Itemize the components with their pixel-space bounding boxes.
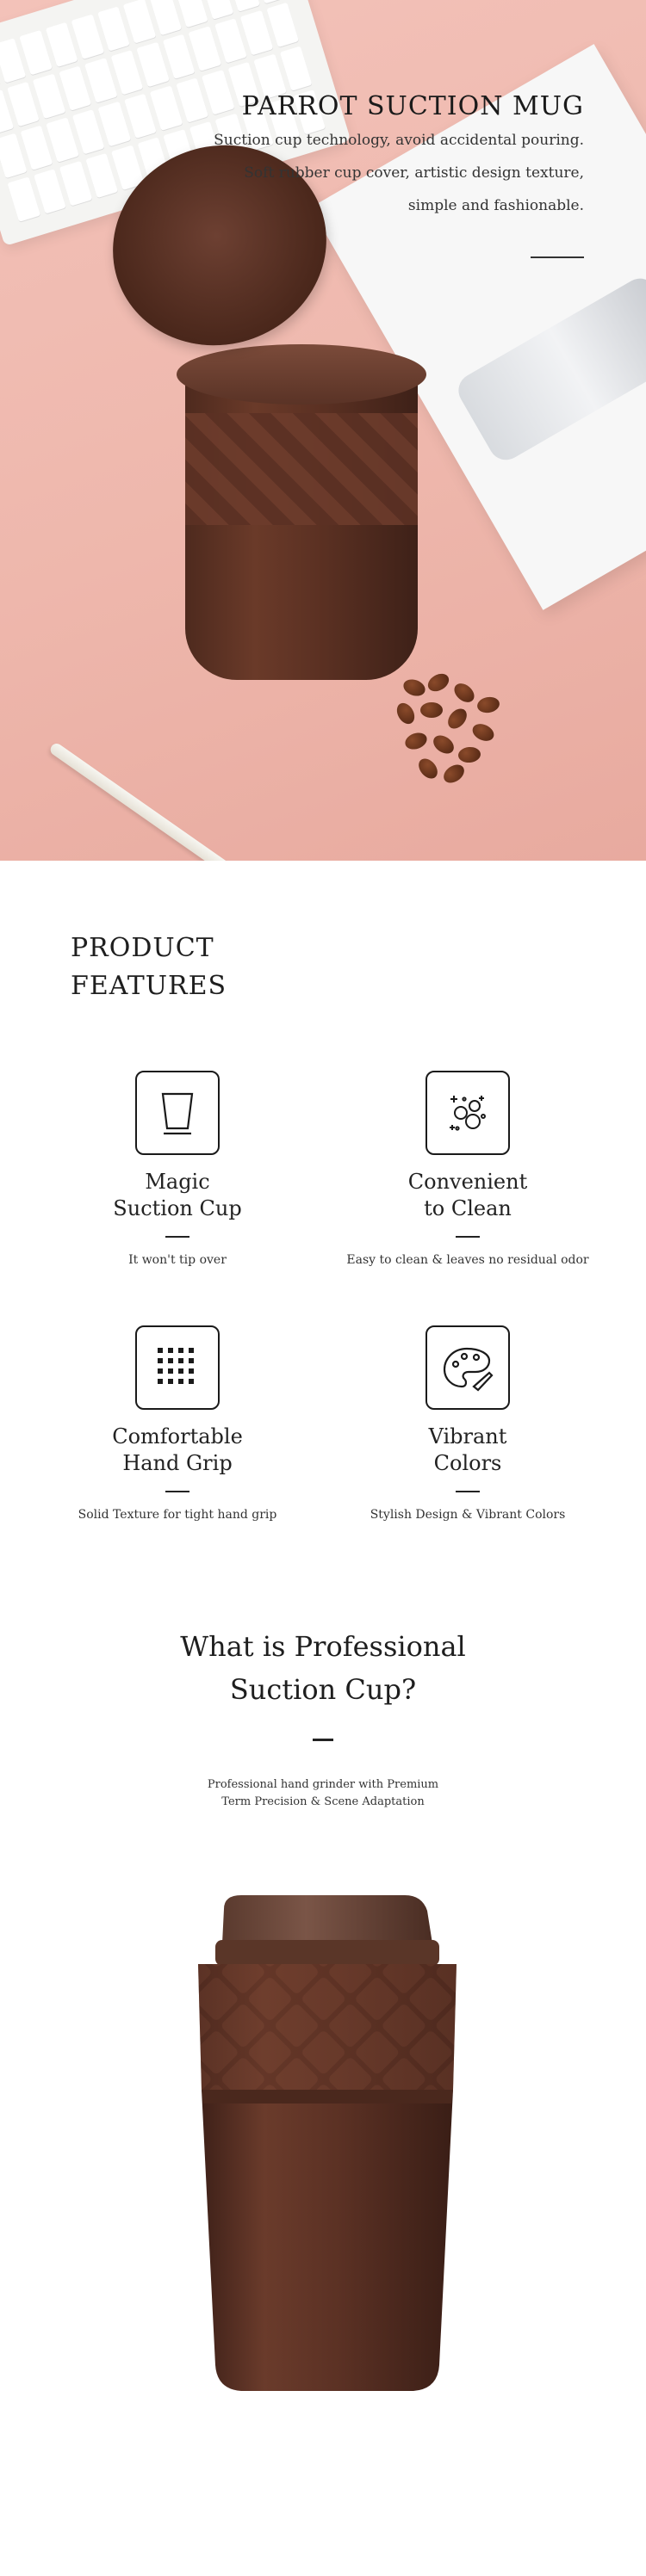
feature-vibrant-colors bbox=[330, 1325, 606, 1522]
pencil-image bbox=[48, 741, 295, 861]
cup-icon bbox=[135, 1071, 220, 1155]
feature-description: It won't tip over bbox=[128, 1253, 227, 1267]
feature-description: Stylish Design & Vibrant Colors bbox=[370, 1508, 566, 1522]
feature-divider bbox=[165, 1491, 189, 1492]
grid-dots-icon bbox=[135, 1325, 220, 1410]
hero-mug-image bbox=[177, 344, 426, 697]
feature-divider bbox=[456, 1491, 480, 1492]
feature-magic-suction-cup bbox=[40, 1071, 315, 1267]
feature-description: Easy to clean & leaves no residual odor bbox=[346, 1253, 589, 1267]
hero-text-block bbox=[214, 90, 584, 222]
feature-title: Comfortable Hand Grip bbox=[112, 1424, 243, 1475]
sparkle-icon bbox=[425, 1071, 510, 1155]
feature-title: Magic Suction Cup bbox=[113, 1170, 242, 1220]
professional-divider bbox=[313, 1739, 333, 1741]
hero-divider bbox=[531, 256, 584, 258]
feature-divider bbox=[165, 1236, 189, 1238]
hero-line: Soft rubber cup cover, artistic design texture, bbox=[244, 164, 584, 182]
feature-divider bbox=[456, 1236, 480, 1238]
feature-convenient-to-clean bbox=[330, 1071, 606, 1267]
feature-description: Solid Texture for tight hand grip bbox=[78, 1508, 277, 1522]
feature-title: Vibrant Colors bbox=[428, 1424, 507, 1475]
feature-title: Convenient to Clean bbox=[407, 1170, 528, 1220]
hero-title: PARROT SUCTION MUG bbox=[241, 91, 584, 121]
palette-icon bbox=[425, 1325, 510, 1410]
coffee-beans-image bbox=[386, 671, 524, 792]
feature-comfortable-hand-grip bbox=[40, 1325, 315, 1522]
professional-title: What is Professional Suction Cup? bbox=[180, 1630, 466, 1706]
hero-banner bbox=[0, 0, 646, 861]
features-heading: PRODUCT FEATURES bbox=[71, 933, 227, 1001]
product-mug-image bbox=[189, 1892, 465, 2400]
professional-description: Professional hand grinder with Premium Term Precision & Scene Adaptation bbox=[207, 1778, 439, 1808]
hero-line: Suction cup technology, avoid accidental pouring. bbox=[214, 132, 584, 149]
hero-line: simple and fashionable. bbox=[407, 197, 584, 214]
